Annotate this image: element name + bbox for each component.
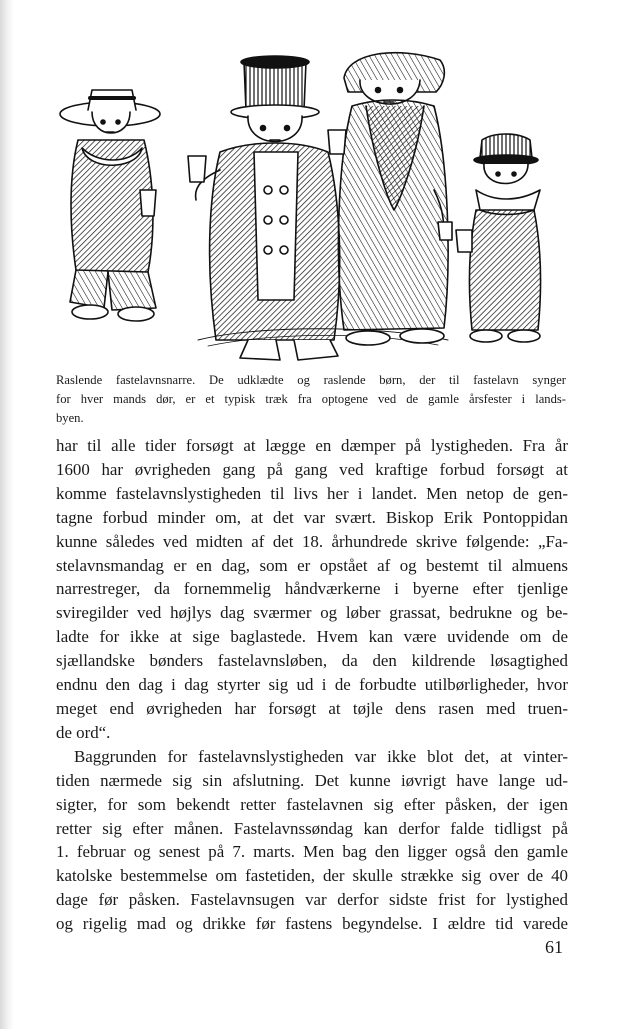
caption-line: for hver mands dør, er et typisk træk fra optogene ved de gamle årsfester i lands- (56, 392, 566, 406)
text-line: tagne forbud minder om, at det var svært. Biskop Erik Pontoppidan (56, 507, 568, 527)
text-line: narrestreger, da fornemmelig håndværkerne i byerne efter tjenlige (56, 579, 568, 599)
page-gutter-shadow (0, 0, 14, 1029)
text-line: ladte for ikke at sige baglastede. Hvem kan være uvidende om de (56, 627, 568, 647)
text-line: og rigelig mad og drikke før fastens begyndelse. I ældre tid varede (56, 914, 568, 934)
figure-caption (56, 371, 566, 428)
illustration-carnival-children (48, 40, 568, 365)
text-line: tiden nærmede sig sin afslutning. Det kunne iøvrigt have lange ud- (56, 770, 568, 790)
text-line: komme fastelavnslystigheden til livs her i landet. Men netop de gen- (56, 483, 568, 503)
figure-left-child (60, 90, 160, 321)
text-line: endnu den dag i dag styrter sig ud i de forbudte utilbørligheder, hvor (56, 675, 568, 695)
caption-line: Raslende fastelavnsnarre. De udklædte og raslende børn, der til fastelavn synger (56, 373, 566, 387)
text-line: sviregilder ved højlys dag sværmer og løber grassat, bedrukne og be- (56, 603, 568, 623)
body-text (56, 434, 568, 936)
text-line: 1. februar og senest på 7. marts. Men bag den ligger også den gamle (56, 842, 568, 862)
text-line: 1600 har øvrigheden gang på gang ved kraftige forbud forsøgt at (56, 459, 568, 479)
paragraph-1 (56, 434, 568, 745)
text-line: har til alle tider forsøgt at lægge en dæmper på lystigheden. Fra år (56, 436, 568, 455)
text-line: dage før påsken. Fastelavnsugen var derfor sidste frist for lystighed (56, 890, 568, 910)
text-line: meget end øvrigheden har forsøgt at tøjle dens rasen med truen- (56, 698, 568, 718)
text-line: de ord“. (56, 722, 111, 742)
text-line: stelavnsmandag er en dag, som er opstået af og bestemt til almuens (56, 555, 568, 575)
figure-top-hat-boy (188, 56, 340, 360)
figure-bonnet-woman (328, 53, 452, 345)
text-line: katolske bestemmelse om fastetiden, der skulle strække sig over de 40 (56, 866, 568, 886)
text-line: kunne således ved midten af det 18. århundrede skrive følgende: „Fa- (56, 531, 568, 551)
text-line: sjællandske bønders fastelavnsløben, da den kildrende løsagtighed (56, 651, 568, 671)
caption-line: byen. (56, 411, 84, 425)
figure-cap-boy (456, 134, 541, 342)
text-line: retter sig efter månen. Fastelavnssøndag kan derfor falde tidligst på (56, 818, 568, 838)
page-number: 61 (545, 937, 563, 957)
paragraph-2 (56, 745, 568, 936)
text-line: Baggrunden for fastelavnslystigheden var ikke blot det, at vinter- (74, 746, 568, 766)
text-line: sigter, for som bekendt retter fastelavnen sig efter påsken, der igen (56, 794, 568, 814)
